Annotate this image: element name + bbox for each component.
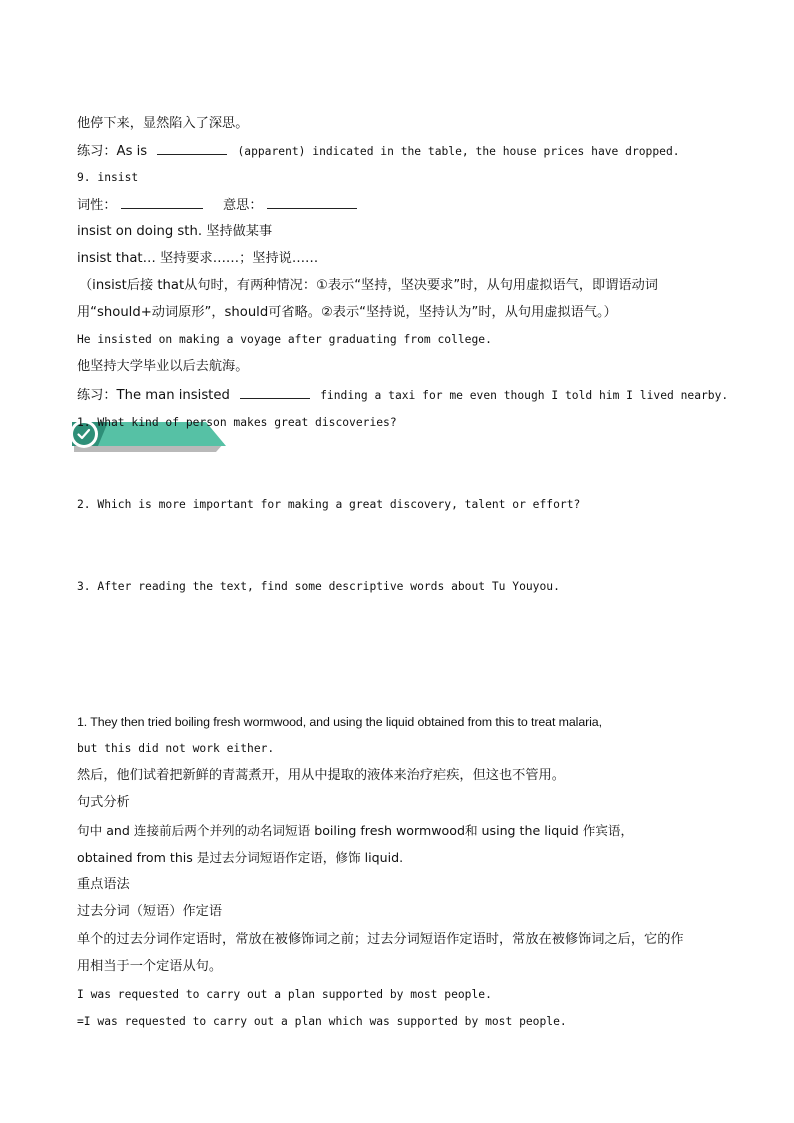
- heading-key-grammar: 重点语法: [77, 877, 130, 892]
- grammar-note-line-2: 用相当于一个定语从句。: [77, 959, 223, 974]
- exercise-apparent-prefix: 练习：As is: [77, 144, 148, 159]
- analysis-line-2: obtained from this 是过去分词短语作定语，修饰 liquid.: [77, 850, 404, 865]
- phrase-insist-that: insist that… 坚持要求……；坚持说……: [77, 251, 319, 266]
- question-1: 1. What kind of person makes great discoveries?: [77, 416, 397, 429]
- meaning-blank[interactable]: [267, 196, 357, 209]
- grammar-example-2: =I was requested to carry out a plan which was supported by most people.: [77, 1015, 567, 1028]
- example-translation: 他坚持大学毕业以后去航海。: [77, 359, 249, 374]
- exercise-apparent-text: (apparent) indicated in the table, the house prices have dropped.: [237, 145, 680, 158]
- sentence-translation-1: 他停下来，显然陷入了深思。: [77, 116, 249, 131]
- phrase-insist-on: insist on doing sth. 坚持做某事: [77, 224, 273, 239]
- part-of-speech-row: [77, 196, 357, 215]
- part-of-speech-label: 词性：: [77, 198, 117, 213]
- usage-note-line-1: （insist后接 that从句时，有两种情况：①表示“坚持，坚决要求”时，从句用虚拟语气，即谓语动词: [79, 278, 658, 293]
- vocab-heading-insist: 9. insist: [77, 171, 139, 184]
- grammar-example-1: I was requested to carry out a plan supported by most people.: [77, 988, 492, 1001]
- answer-blank-2[interactable]: [240, 386, 310, 399]
- exercise-apparent: [77, 142, 680, 161]
- exercise-insist: [77, 386, 728, 405]
- question-2: 2. Which is more important for making a great discovery, talent or effort?: [77, 498, 581, 511]
- example-sentence: He insisted on making a voyage after graduating from college.: [77, 333, 492, 346]
- exercise-insist-text: finding a taxi for me even though I told him I lived nearby.: [320, 389, 729, 402]
- answer-blank-1[interactable]: [157, 142, 227, 155]
- key-sentence-line-1: 1. They then tried boiling fresh wormwood, and using the liquid obtained from this to treat malaria,: [77, 715, 602, 729]
- analysis-line-1: 句中 and 连接前后两个并列的动名词短语 boiling fresh wormwood和 using the liquid 作宾语，: [77, 823, 634, 838]
- exercise-insist-prefix: 练习：The man insisted: [77, 388, 230, 403]
- meaning-label: 意思：: [222, 198, 263, 213]
- part-of-speech-blank[interactable]: [121, 196, 203, 209]
- question-3: 3. After reading the text, find some descriptive words about Tu Youyou.: [77, 580, 560, 593]
- grammar-note-line-1: 单个的过去分词作定语时，常放在被修饰词之前；过去分词短语作定语时，常放在被修饰词之后，它的作: [77, 932, 684, 947]
- usage-note-line-2: 用“should+动词原形”，should可省略。②表示“坚持说，坚持认为”时，从句用虚拟语气。）: [77, 305, 617, 320]
- key-sentence-translation: 然后，他们试着把新鲜的青蒿煮开，用从中提取的液体来治疗疟疾，但这也不管用。: [77, 768, 565, 783]
- heading-sentence-analysis: 句式分析: [77, 795, 130, 810]
- key-sentence-line-2: but this did not work either.: [77, 742, 275, 755]
- heading-past-participle: 过去分词（短语）作定语: [77, 904, 223, 919]
